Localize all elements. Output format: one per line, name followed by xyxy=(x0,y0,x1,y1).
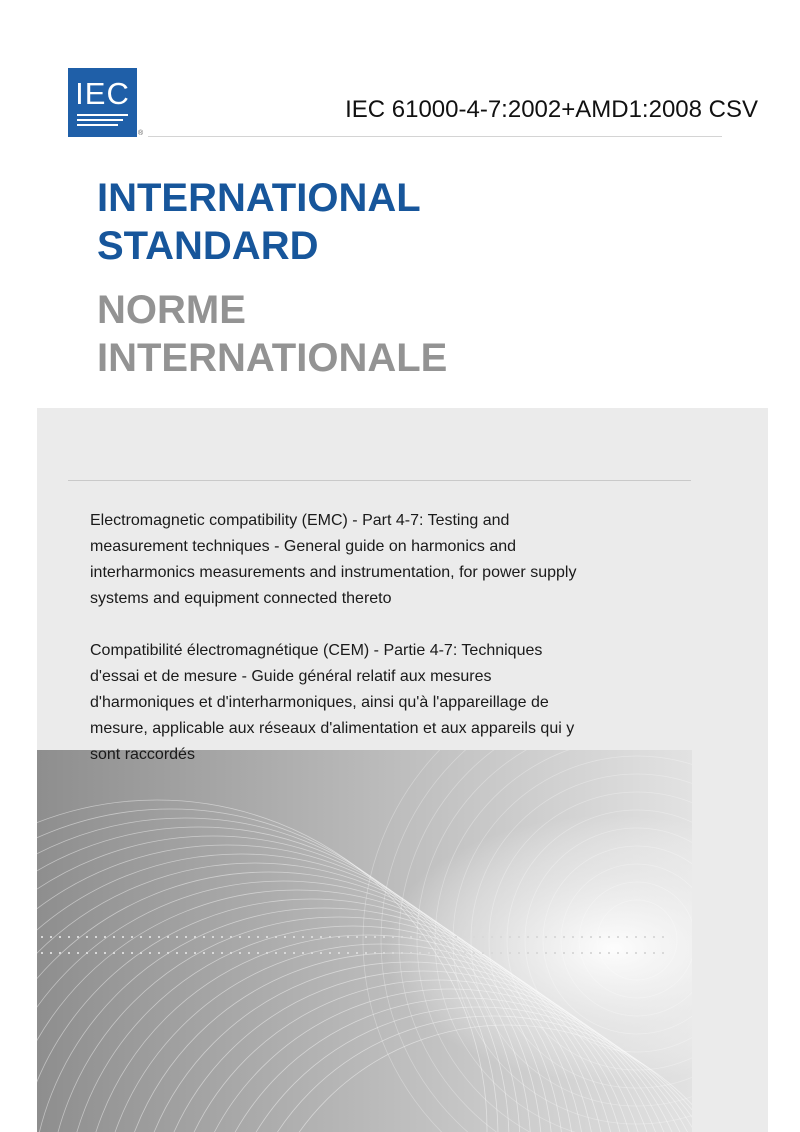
title-english-line1: INTERNATIONAL xyxy=(97,176,421,220)
iec-logo-text: IEC xyxy=(75,76,130,111)
decorative-artwork xyxy=(37,750,692,1132)
iec-logo xyxy=(68,68,137,137)
title-english-line2: STANDARD xyxy=(97,224,319,268)
description-english: Electromagnetic compatibility (EMC) - Part 4-7: Testing and measurement techniques - General guide on harmonics and interharmonics measurements and instrumentation, for power supply systems and equipment connected thereto xyxy=(90,512,577,607)
logo-stripe xyxy=(77,124,118,126)
title-french-line1: NORME xyxy=(97,288,246,332)
document-id: IEC 61000-4-7:2002+AMD1:2008 CSV xyxy=(345,96,758,123)
title-english xyxy=(97,174,421,270)
title-french xyxy=(97,286,447,382)
description-french: Compatibilité électromagnétique (CEM) - Partie 4-7: Techniques d'essai et de mesure - Guide général relatif aux mesures d'harmoniques et d'interharmoniques, ainsi qu'à l'appareillage de mesure, applicable aux réseaux d'alimentation et aux appareils qui y sont raccordés xyxy=(90,642,575,763)
panel-divider xyxy=(68,480,691,481)
logo-stripe xyxy=(77,119,123,121)
registered-mark: ® xyxy=(138,130,144,137)
title-french-line2: INTERNATIONALE xyxy=(97,336,448,380)
logo-stripe xyxy=(77,114,128,116)
header-divider xyxy=(148,136,722,137)
